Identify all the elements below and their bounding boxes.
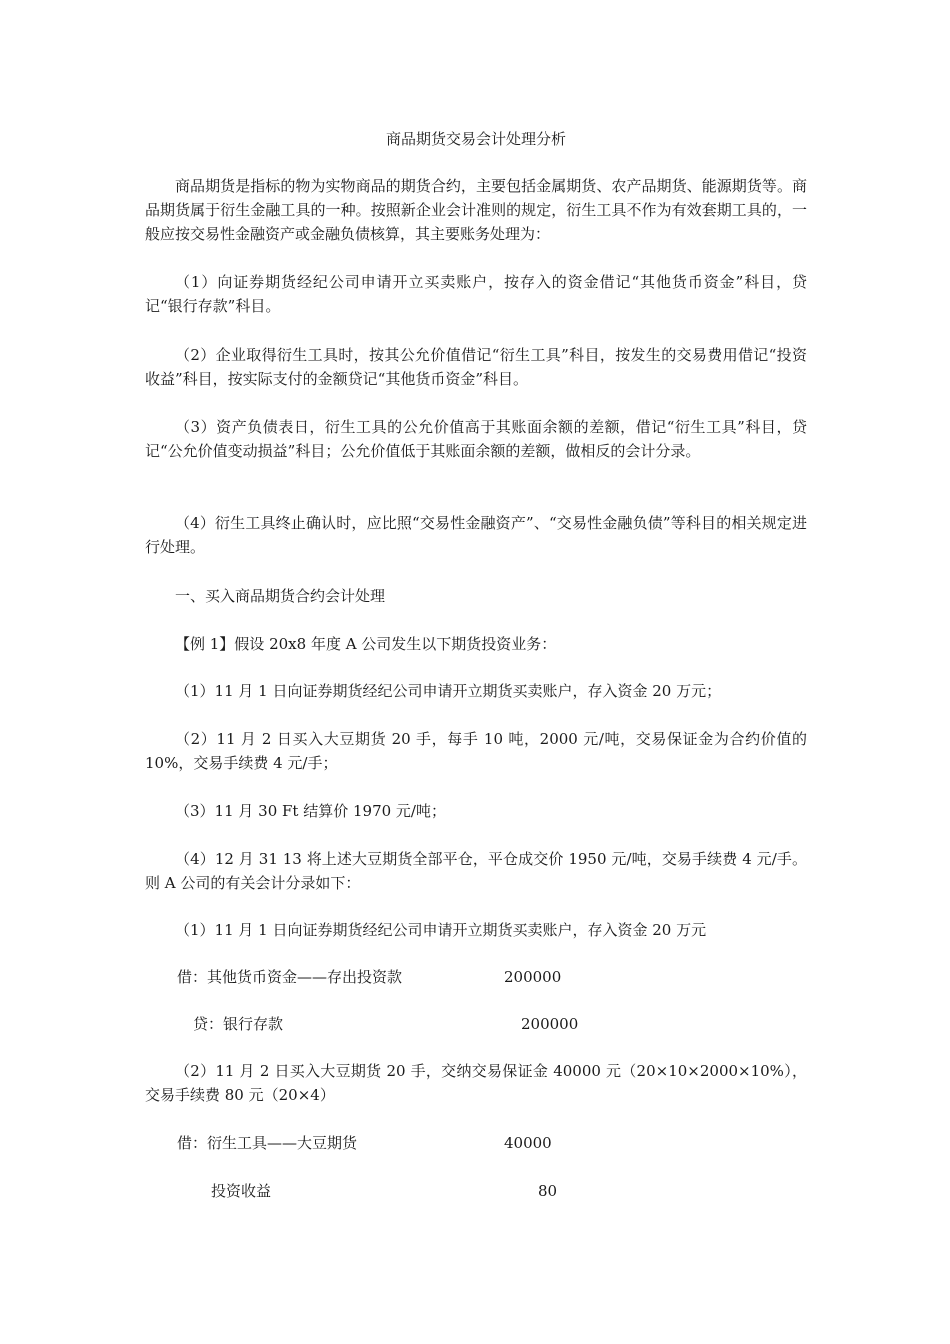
journal-entry-credit xyxy=(145,1012,807,1036)
journal-entry-label: 贷：银行存款 xyxy=(193,1015,284,1033)
step-2-description: （2）11 月 2 日买入大豆期货 20 手，交纳交易保证金 40000 元（20×10×2000×10%），交易手续费 80 元（20×4） xyxy=(145,1062,807,1104)
journal-entry-label: 借：其他货币资金——存出投资款 xyxy=(177,968,403,986)
example-intro: 【例 1】假设 20x8 年度 A 公司发生以下期货投资业务： xyxy=(175,635,557,653)
example-item-1: （1）11 月 1 日向证券期货经纪公司申请开立期货买卖账户，存入资金 20 万元； xyxy=(175,682,722,700)
example-item-3: （3）11 月 30 Ft 结算价 1970 元/吨； xyxy=(175,802,446,820)
example-item-4: （4）12 月 31 13 将上述大豆期货全部平仓，平仓成交价 1950 元/吨，交易手续费 4 元/手。则 A 公司的有关会计分录如下： xyxy=(145,850,807,892)
journal-entry-amount: 200000 xyxy=(521,1015,579,1033)
journal-entry-label: 投资收益 xyxy=(211,1182,272,1200)
journal-entry-debit-2 xyxy=(145,1179,807,1203)
step-1-description: （1）11 月 1 日向证券期货经纪公司申请开立期货买卖账户，存入资金 20 万元 xyxy=(175,921,707,939)
journal-entry-label: 借：衍生工具——大豆期货 xyxy=(177,1134,358,1152)
document-page xyxy=(145,0,807,1344)
rule-paragraph-3: （3）资产负债表日，衍生工具的公允价值高于其账面余额的差额，借记“衍生工具”科目，贷记“公允价值变动损益”科目；公允价值低于其账面余额的差额，做相反的会计分录。 xyxy=(145,418,807,460)
example-item-2: （2）11 月 2 日买入大豆期货 20 手，每手 10 吨，2000 元/吨，交易保证金为合约价值的 10%，交易手续费 4 元/手； xyxy=(145,730,807,772)
journal-entry-debit xyxy=(145,965,807,989)
intro-paragraph: 商品期货是指标的物为实物商品的期货合约，主要包括金属期货、农产品期货、能源期货等。商品期货属于衍生金融工具的一种。按照新企业会计准则的规定，衍生工具不作为有效套期工具的，一般应按交易性金融资产或金融负债核算，其主要账务处理为： xyxy=(145,177,807,243)
section-heading: 一、买入商品期货合约会计处理 xyxy=(175,587,386,605)
rule-paragraph-4: （4）衍生工具终止确认时，应比照“交易性金融资产”、“交易性金融负债”等科目的相关规定进行处理。 xyxy=(145,514,807,556)
rule-paragraph-2: （2）企业取得衍生工具时，按其公允价值借记“衍生工具”科目，按发生的交易费用借记“投资收益”科目，按实际支付的金额贷记“其他货币资金”科目。 xyxy=(145,346,807,388)
journal-entry-debit xyxy=(145,1131,807,1155)
journal-entry-amount: 40000 xyxy=(504,1134,552,1152)
document-title: 商品期货交易会计处理分析 xyxy=(385,130,566,148)
journal-entry-amount: 80 xyxy=(538,1182,558,1200)
journal-entry-amount: 200000 xyxy=(504,968,562,986)
rule-paragraph-1: （1）向证券期货经纪公司申请开立买卖账户，按存入的资金借记“其他货币资金”科目，贷记“银行存款”科目。 xyxy=(145,273,807,315)
